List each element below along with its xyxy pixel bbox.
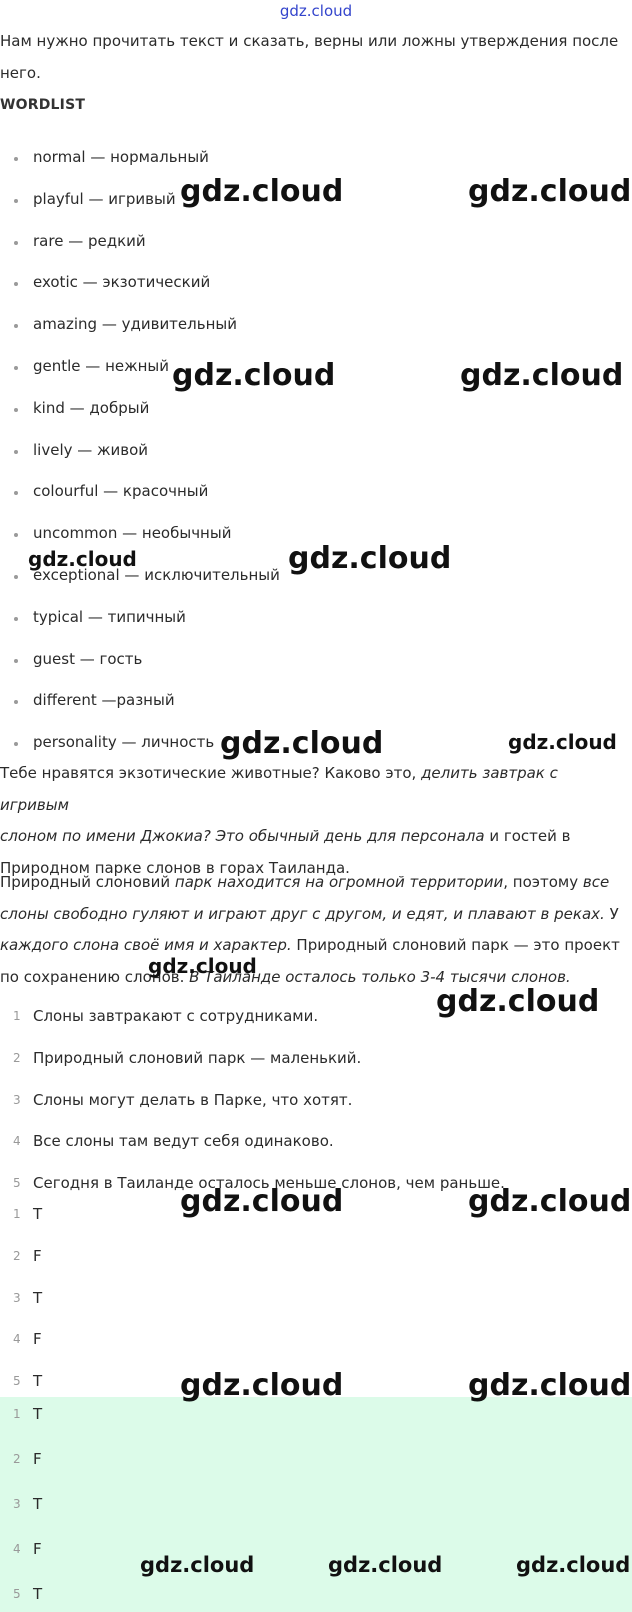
boxed-answer-text: F xyxy=(33,1450,42,1468)
watermark: gdz.cloud xyxy=(172,358,336,393)
watermark: gdz.cloud xyxy=(468,1184,632,1219)
bullet-icon xyxy=(14,700,18,704)
p2-line-2: слоны свободно гуляют и играют друг с другом, и едят, и плавают в реках. У xyxy=(0,904,619,923)
statement-number: 1 xyxy=(13,1009,21,1023)
p1-line-2: слоном по имени Джокиа? Это обычный день для персонала и гостей в xyxy=(0,827,571,845)
story-paragraph-1 xyxy=(0,758,628,884)
watermark: gdz.cloud xyxy=(220,726,384,761)
boxed-answer-text: T xyxy=(33,1585,43,1603)
answer-text: F xyxy=(33,1330,42,1349)
wordlist-item: different —разный xyxy=(33,691,175,710)
answer-number: 5 xyxy=(13,1374,21,1389)
statement-number: 5 xyxy=(13,1176,21,1191)
bullet-icon xyxy=(14,575,18,579)
answer-number: 4 xyxy=(13,1332,21,1347)
statement-text: Природный слоновий парк — маленький. xyxy=(33,1048,362,1067)
p2-line-3: каждого слона своё имя и характер. Природный слоновий парк — это проект xyxy=(0,936,620,954)
statement-text: Сегодня в Таиланде осталось меньше слонов, чем раньше. xyxy=(33,1174,505,1193)
watermark: gdz.cloud xyxy=(460,358,624,393)
wordlist-item: exceptional — исключительный xyxy=(33,566,280,584)
wordlist-item: uncommon — необычный xyxy=(33,524,232,543)
instruction-line-2: него. xyxy=(0,63,41,82)
watermark: gdz.cloud xyxy=(140,1553,255,1577)
watermark: gdz.cloud xyxy=(28,547,137,571)
boxed-answer-text: T xyxy=(33,1405,43,1423)
bullet-icon xyxy=(14,450,18,454)
p2-line-1: Природный слоновий парк находится на огромной территории, поэтому все xyxy=(0,873,610,891)
bullet-icon xyxy=(14,282,18,286)
p1-line-3: Природном парке слонов в горах Таиланда. xyxy=(0,858,350,877)
watermark: gdz.cloud xyxy=(148,954,257,978)
bullet-icon xyxy=(14,742,18,746)
wordlist-item: playful — игривый xyxy=(33,189,176,208)
boxed-answer-number: 2 xyxy=(13,1452,21,1466)
bullet-icon xyxy=(14,408,18,412)
wordlist-item: amazing — удивительный xyxy=(33,315,237,334)
wordlist-item: typical — типичный xyxy=(33,607,186,626)
story-paragraph-2 xyxy=(0,867,628,993)
answer-text: T xyxy=(33,1288,43,1307)
wordlist-item: rare — редкий xyxy=(33,231,146,250)
bullet-icon xyxy=(14,366,18,370)
wordlist-item: lively — живой xyxy=(33,440,149,459)
watermark: gdz.cloud xyxy=(516,1553,631,1577)
answer-text: T xyxy=(33,1205,43,1223)
watermark: gdz.cloud xyxy=(468,1368,632,1403)
bullet-icon xyxy=(14,157,18,161)
bullet-icon xyxy=(14,617,18,621)
statement-text: Слоны могут делать в Парке, что хотят. xyxy=(33,1090,353,1109)
watermark: gdz.cloud xyxy=(180,174,344,209)
watermark: gdz.cloud xyxy=(508,730,617,754)
answer-number: 1 xyxy=(13,1207,21,1221)
watermark: gdz.cloud xyxy=(180,1368,344,1403)
wordlist-item: kind — добрый xyxy=(33,398,150,417)
site-title[interactable]: gdz.cloud xyxy=(279,2,353,20)
wordlist-heading: WORDLIST xyxy=(0,97,86,113)
watermark: gdz.cloud xyxy=(180,1184,344,1219)
answer-text: F xyxy=(33,1246,42,1265)
boxed-answer-number: 1 xyxy=(13,1407,21,1421)
bullet-icon xyxy=(14,491,18,495)
answer-text: T xyxy=(33,1372,43,1391)
boxed-answer-text: T xyxy=(33,1495,43,1513)
wordlist-item: colourful — красочный xyxy=(33,482,209,501)
boxed-answer-number: 5 xyxy=(13,1587,21,1601)
wordlist-item: gentle — нежный xyxy=(33,357,170,375)
boxed-answer-text: F xyxy=(33,1540,42,1558)
watermark: gdz.cloud xyxy=(288,541,452,576)
watermark: gdz.cloud xyxy=(328,1553,443,1577)
p1-line-1: Тебе нравятся экзотические животные? Каково это, делить завтрак с игривым xyxy=(0,764,558,814)
wordlist-item: guest — гость xyxy=(33,649,143,668)
answer-number: 2 xyxy=(13,1248,21,1263)
bullet-icon xyxy=(14,241,18,245)
watermark: gdz.cloud xyxy=(468,174,632,209)
statement-text: Слоны завтракают с сотрудниками. xyxy=(33,1007,319,1025)
wordlist-item: normal — нормальный xyxy=(33,148,209,166)
wordlist-item: personality — личность xyxy=(33,733,215,752)
boxed-answer-number: 4 xyxy=(13,1542,21,1556)
statement-number: 2 xyxy=(13,1050,21,1065)
bullet-icon xyxy=(14,659,18,663)
statement-text: Все слоны там ведут себя одинаково. xyxy=(33,1132,334,1151)
watermark: gdz.cloud xyxy=(436,984,600,1019)
answer-number: 3 xyxy=(13,1290,21,1305)
answer-box xyxy=(0,1397,632,1612)
p2-line-4: по сохранению слонов. В Таиланде осталось только 3-4 тысячи слонов. xyxy=(0,967,571,986)
boxed-answer-number: 3 xyxy=(13,1497,21,1511)
bullet-icon xyxy=(14,199,18,203)
statement-number: 3 xyxy=(13,1092,21,1107)
bullet-icon xyxy=(14,324,18,328)
statement-number: 4 xyxy=(13,1134,21,1149)
instruction xyxy=(0,26,628,89)
instruction-line-1: Нам нужно прочитать текст и сказать, верны или ложны утверждения после xyxy=(0,32,619,50)
wordlist-item: exotic — экзотический xyxy=(33,273,211,292)
bullet-icon xyxy=(14,533,18,537)
